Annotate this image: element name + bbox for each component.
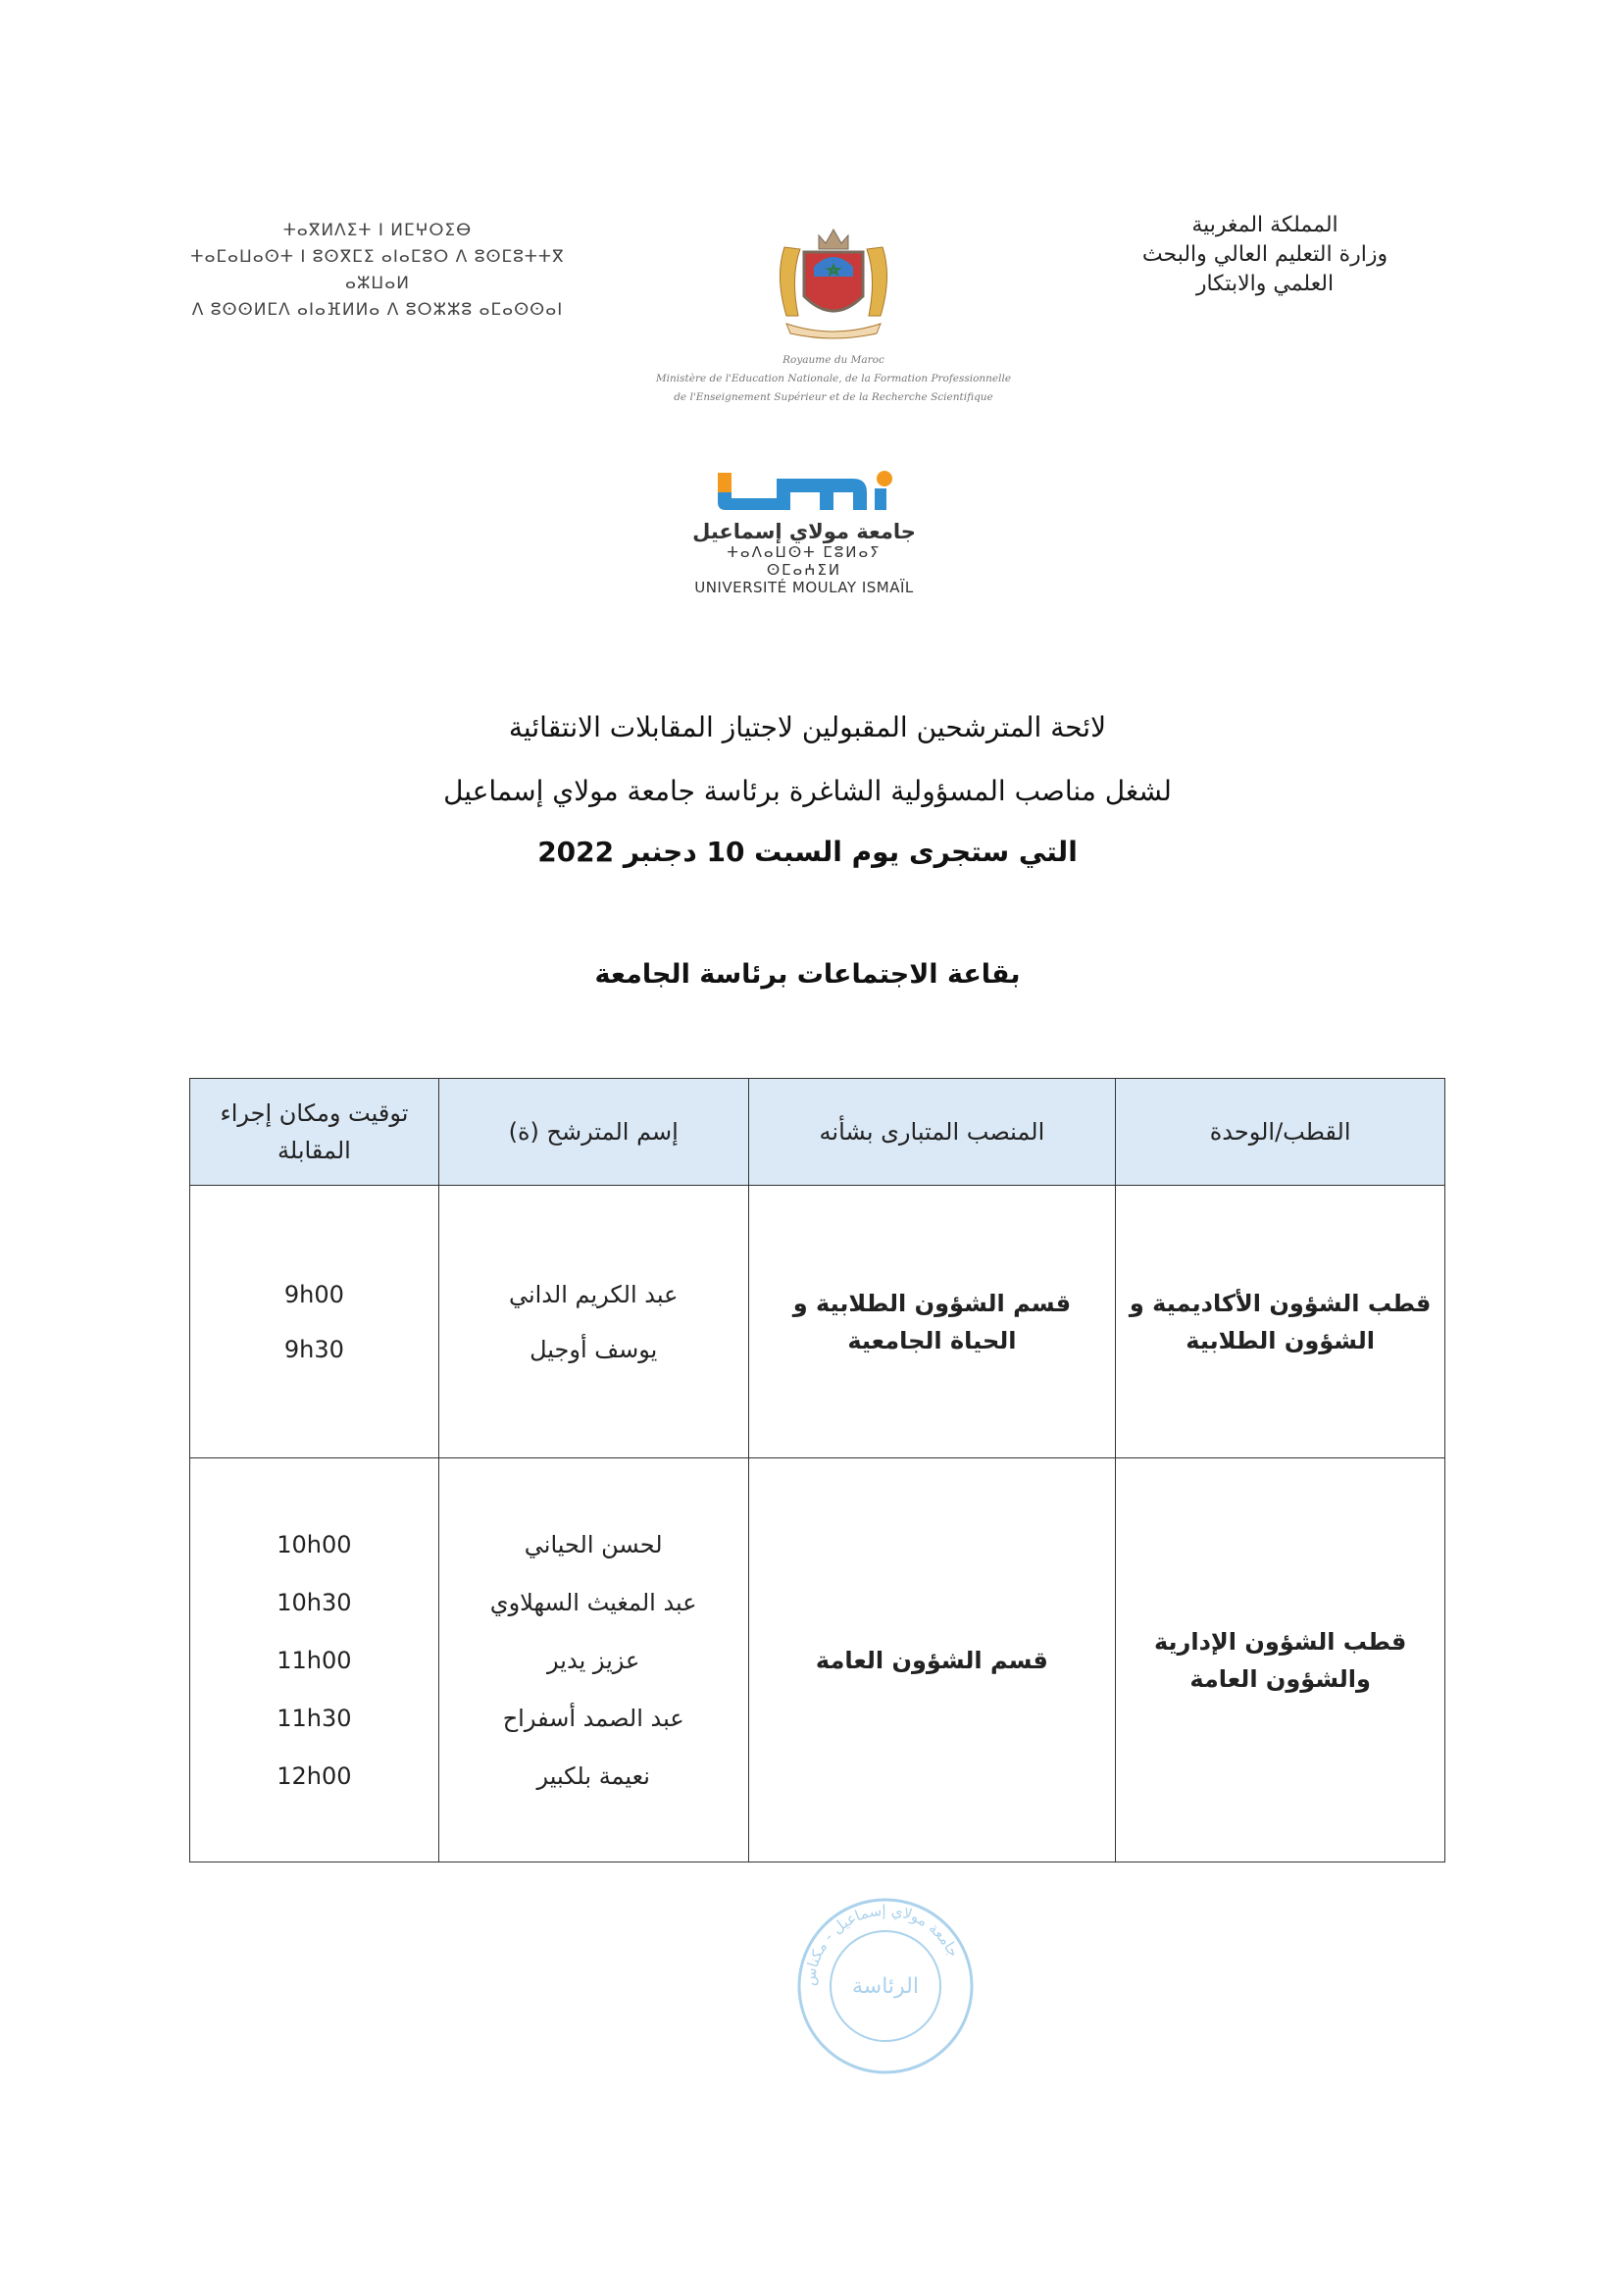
- header-candidate: إسم المترشح (ة): [438, 1079, 748, 1186]
- table-header-row: [190, 1079, 1445, 1186]
- candidate-name: عبد الصمد أسفراح: [502, 1704, 684, 1732]
- interview-time: 10h30: [277, 1588, 352, 1616]
- ministry-line: المملكة المغربية: [1191, 213, 1338, 237]
- university-name-tifinagh: ⵜⴰⴷⴰⵡⵙⵜ ⵎⵓⵍⴰⵢ ⵙⵎⴰⵄⵉⵍ: [727, 543, 882, 579]
- candidate-name: يوسف أوجيل: [530, 1335, 658, 1363]
- table-row: [190, 1458, 1445, 1862]
- tifinagh-header: [167, 218, 588, 324]
- header-time: توقيت ومكان إجراء المقابلة: [190, 1079, 439, 1186]
- candidate-name: لحسن الحياني: [524, 1530, 663, 1558]
- tifinagh-line: ⵜⴰⴳⵍⴷⵉⵜ ⵏ ⵍⵎⵖⵔⵉⴱ: [282, 221, 473, 240]
- header-position: المنصب المتبارى بشأنه: [748, 1079, 1116, 1186]
- times-cell: [190, 1458, 439, 1862]
- official-stamp-icon: [792, 1893, 979, 2079]
- candidate-name: عزيز يدير: [547, 1646, 640, 1674]
- university-logo: [686, 469, 922, 596]
- candidates-cell: [438, 1186, 748, 1458]
- tifinagh-line: ⵜⴰⵎⴰⵡⴰⵙⵜ ⵏ ⵓⵙⴳⵎⵉ ⴰⵏⴰⵎⵓⵔ ⴷ ⵓⵙⵎⵓⵜⵜⴳ ⴰⵣⵡⴰⵍ: [190, 247, 565, 293]
- candidate-name: نعيمة بلكبير: [536, 1761, 650, 1790]
- interview-time: 9h00: [283, 1280, 344, 1308]
- candidates-cell: [438, 1458, 748, 1862]
- interview-time: 10h00: [277, 1530, 352, 1558]
- stamp-ring-text: جامعة مولاي إسماعيل - مكناس: [800, 1901, 963, 1987]
- header-pole: القطب/الوحدة: [1116, 1079, 1445, 1186]
- interview-time: 9h30: [283, 1335, 344, 1363]
- tifinagh-line: ⴷ ⵓⵙⵙⵍⵎⴷ ⴰⵏⴰⴼⵍⵍⴰ ⴷ ⵓⵔⵣⵣⵓ ⴰⵎⴰⵙⵙⴰⵏ: [191, 300, 564, 320]
- document-title-line1: لائحة المترشحين المقبولين لاجتياز المقابلات الانتقائية: [508, 711, 1107, 743]
- university-name-ar: جامعة مولاي إسماعيل: [692, 520, 916, 543]
- stamp-text: الرئاسة: [851, 1974, 920, 1999]
- interview-time: 11h00: [277, 1646, 352, 1674]
- caption-line: Ministère de l'Education Nationale, de la Formation Professionnelle: [655, 373, 1012, 384]
- position-cell: قسم الشؤون الطلابية و الحياة الجامعية: [748, 1186, 1116, 1458]
- caption-line: de l'Enseignement Supérieur et de la Recherche Scientifique: [674, 391, 993, 403]
- candidate-name: عبد الكريم الداني: [508, 1280, 679, 1308]
- candidates-table: [189, 1078, 1445, 1862]
- candidate-name: عبد المغيث السهلاوي: [489, 1588, 697, 1616]
- caption-line: Royaume du Maroc: [782, 354, 884, 366]
- pole-cell: قطب الشؤون الإدارية والشؤون العامة: [1116, 1458, 1445, 1862]
- ministry-header-ar: [1088, 211, 1441, 299]
- interview-time: 12h00: [277, 1761, 352, 1790]
- umi-logo-mark-icon: [686, 469, 922, 512]
- document-date: التي ستجرى يوم السبت 10 دجنبر 2022: [537, 836, 1078, 868]
- ministry-line: وزارة التعليم العالي والبحث: [1141, 242, 1388, 267]
- document-title-line2: لشغل مناصب المسؤولية الشاغرة برئاسة جامعة مولاي إسماعيل: [443, 775, 1172, 807]
- ministry-header-fr: [628, 351, 1039, 407]
- position-cell: قسم الشؤون العامة: [748, 1458, 1116, 1862]
- table-row: [190, 1186, 1445, 1458]
- ministry-line: العلمي والابتكار: [1195, 272, 1335, 296]
- times-cell: [190, 1186, 439, 1458]
- interview-time: 11h30: [277, 1704, 352, 1732]
- university-name-fr: UNIVERSITÉ MOULAY ISMAÏL: [694, 579, 914, 596]
- interview-location: بقاعة الاجتماعات برئاسة الجامعة: [594, 959, 1021, 990]
- pole-cell: قطب الشؤون الأكاديمية و الشؤون الطلابية: [1116, 1186, 1445, 1458]
- royal-emblem-icon: [765, 218, 902, 340]
